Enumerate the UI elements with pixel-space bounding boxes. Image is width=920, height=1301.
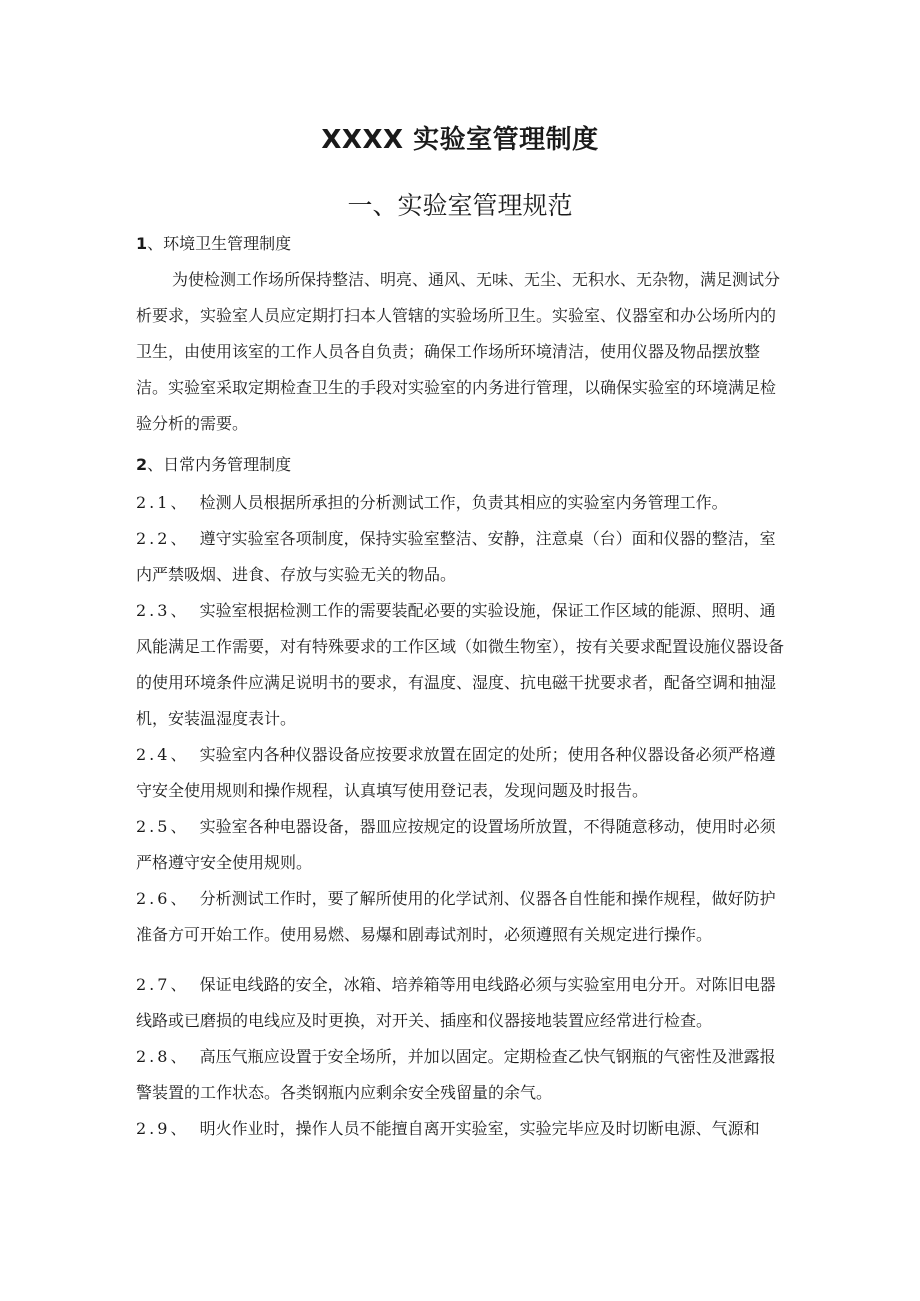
item-text: 遵守实验室各项制度，保持实验室整洁、安静，注意桌（台）面和仪器的整洁，室内严禁吸烟、进食、存放与实验无关的物品。 bbox=[136, 529, 776, 584]
item-text: 检测人员根据所承担的分析测试工作，负责其相应的实验室内务管理工作。 bbox=[199, 493, 728, 512]
item-number: 2.1、 bbox=[136, 493, 190, 512]
item-text: 实验室各种电器设备，器皿应按规定的设置场所放置，不得随意移动，使用时必须严格遵守安全使用规则。 bbox=[136, 817, 776, 872]
list-item bbox=[136, 809, 788, 881]
item-number: 2.3、 bbox=[136, 601, 190, 620]
list-item bbox=[136, 485, 788, 521]
section-paragraph: 为使检测工作场所保持整洁、明亮、通风、无味、无尘、无积水、无杂物，满足测试分析要求，实验室人员应定期打扫本人管辖的实验场所卫生。实验室、仪器室和办公场所内的卫生，由使用该室的工作人员各自负责；确保工作场所环境清洁，使用仪器及物品摆放整洁。实验室采取定期检查卫生的手段对实验室的内务进行管理，以确保实验室的环境满足检验分析的需要。 bbox=[136, 270, 781, 433]
item-number: 2.2、 bbox=[136, 529, 190, 548]
item-number: 2.7、 bbox=[136, 975, 190, 994]
item-text: 明火作业时，操作人员不能擅自离开实验室，实验完毕应及时切断电源、气源和 bbox=[199, 1119, 760, 1138]
item-number: 2.5、 bbox=[136, 817, 190, 836]
document-title: XXXX 实验室管理制度 bbox=[321, 125, 599, 155]
list-item bbox=[136, 881, 788, 953]
list-item bbox=[136, 1111, 788, 1147]
section-daily-management bbox=[136, 447, 788, 1147]
item-text: 高压气瓶应设置于安全场所，并加以固定。定期检查乙快气钢瓶的气密性及泄露报警装置的工作状态。各类钢瓶内应剩余安全残留量的余气。 bbox=[136, 1047, 776, 1102]
item-text: 分析测试工作时，要了解所使用的化学试剂、仪器各自性能和操作规程，做好防护准备方可开始工作。使用易燃、易爆和剧毒试剂时，必须遵照有关规定进行操作。 bbox=[136, 889, 776, 944]
section-title: 一、实验室管理规范 bbox=[347, 191, 573, 220]
section-heading-text: 、环境卫生管理制度 bbox=[147, 234, 292, 253]
section-number: 2 bbox=[136, 455, 148, 474]
item-number: 2.6、 bbox=[136, 889, 190, 908]
section-environment bbox=[136, 226, 788, 442]
section-heading bbox=[136, 447, 788, 483]
list-item bbox=[136, 737, 788, 809]
list-item bbox=[136, 967, 788, 1039]
list-item bbox=[136, 593, 788, 737]
item-text: 实验室内各种仪器设备应按要求放置在固定的处所；使用各种仪器设备必须严格遵守安全使用规则和操作规程，认真填写使用登记表，发现问题及时报告。 bbox=[136, 745, 776, 800]
list-item bbox=[136, 521, 788, 593]
item-number: 2.8、 bbox=[136, 1047, 190, 1066]
item-number: 2.4、 bbox=[136, 745, 190, 764]
item-text: 实验室根据检测工作的需要装配必要的实验设施，保证工作区域的能源、照明、通风能满足工作需要，对有特殊要求的工作区域（如微生物室），按有关要求配置设施仪器设备的使用环境条件应满足说明书的要求，有温度、湿度、抗电磁干扰要求者，配备空调和抽湿机，安装温湿度表计。 bbox=[136, 601, 785, 728]
section-heading-text: 、日常内务管理制度 bbox=[147, 455, 292, 474]
section-number: 1 bbox=[136, 234, 148, 253]
item-text: 保证电线路的安全，冰箱、培养箱等用电线路必须与实验室用电分开。对陈旧电器线路或已磨损的电线应及时更换，对开关、插座和仪器接地装置应经常进行检查。 bbox=[136, 975, 776, 1030]
section-heading bbox=[136, 226, 788, 262]
item-number: 2.9、 bbox=[136, 1119, 190, 1138]
list-item bbox=[136, 1039, 788, 1111]
